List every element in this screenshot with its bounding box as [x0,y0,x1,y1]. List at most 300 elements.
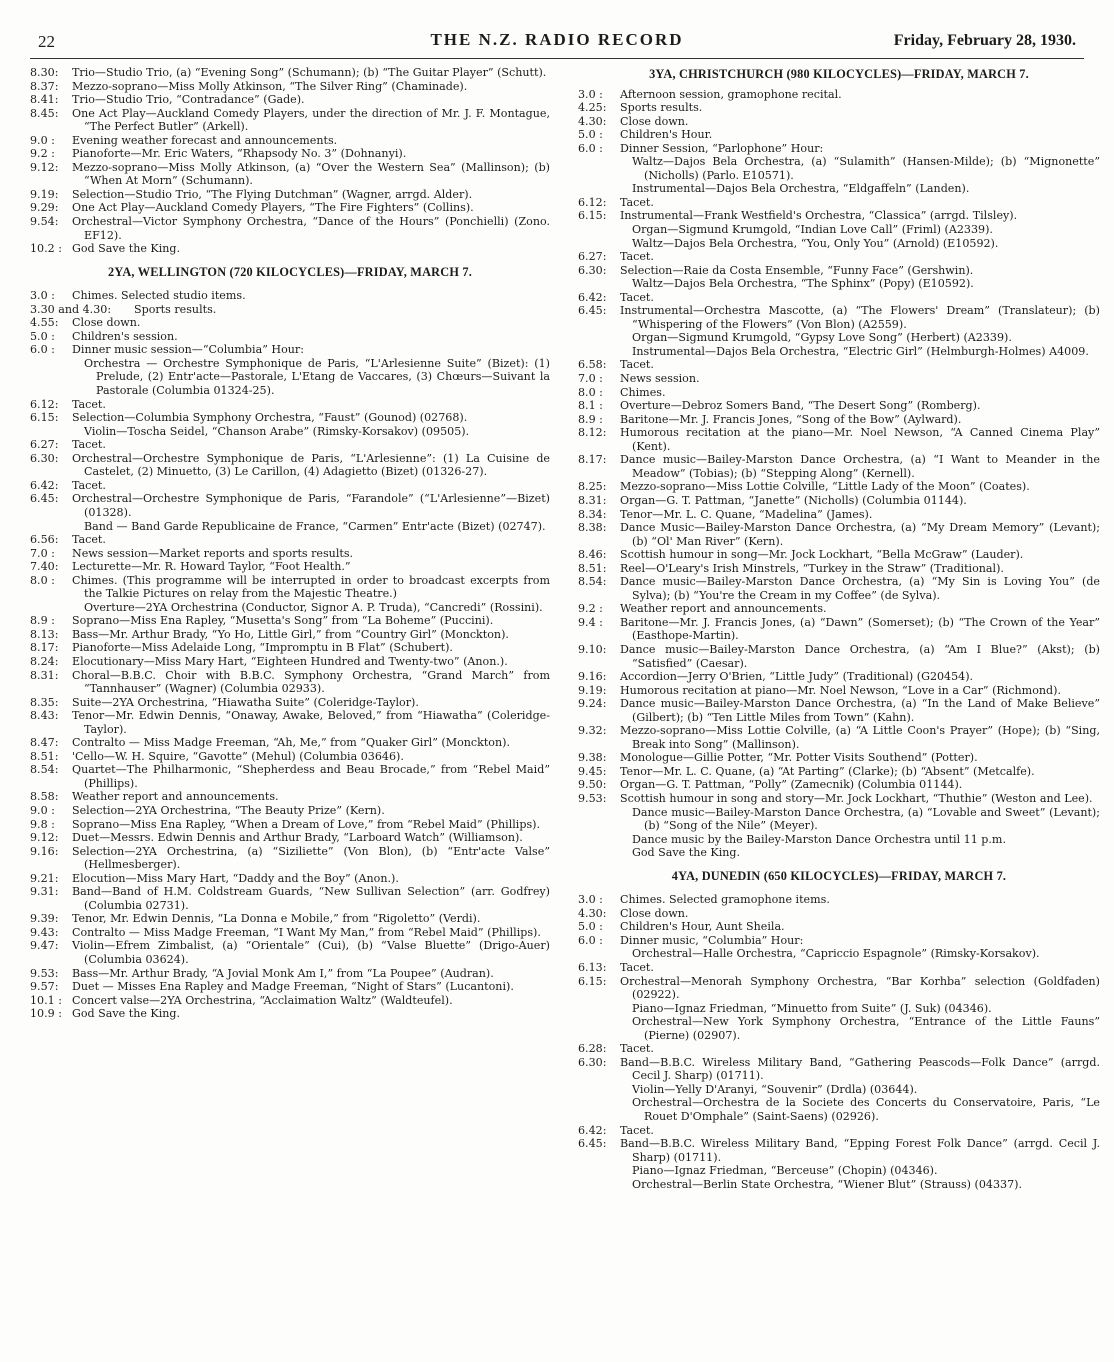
programme-text: Choral—B.B.C. Choir with B.B.C. Symphony Orchestra, “Grand March” from “Tannhauser” (Wagner) (Columbia 02933). [72,668,550,696]
programme-text: One Act Play—Auckland Comedy Players, “The Fire Fighters” (Collins). [72,201,474,215]
entry-time: 9.2 : [578,602,603,616]
entry-time: 9.10: [578,642,607,656]
entry-time: 4.30: [578,114,607,128]
entry-time: 8.54: [578,575,607,589]
entry-time: 4.25: [578,101,607,115]
programme-text: Organ—Sigmund Krumgold, “Gypsy Love Song” (Herbert) (A2339). [632,331,1012,345]
programme-sub-item [578,1096,1100,1123]
programme-entry [30,885,550,912]
programme-entry [578,697,1100,724]
programme-entry [30,316,550,330]
programme-sub-item [578,182,1100,196]
entry-time: 8.54: [30,763,59,777]
programme-text: Monologue—Gillie Potter, “Mr. Potter Visits Southend” (Potter). [620,751,978,765]
programme-text: Piano—Ignaz Friedman, “Berceuse” (Chopin) (04346). [632,1164,938,1178]
entry-time: 4.55: [30,316,59,330]
entry-time: 6.28: [578,1042,607,1056]
programme-entry [30,994,550,1008]
entry-time: 6.0 : [578,141,603,155]
programme-entry [30,343,550,357]
programme-text: Pianoforte—Miss Adelaide Long, “Impromptu in B Flat” (Schubert). [72,641,453,655]
entry-time: 8.24: [30,654,59,668]
station-heading-2ya: 2YA, WELLINGTON (720 KILOCYCLES)—FRIDAY, MARCH 7. [108,264,472,279]
programme-text: Children's session. [72,329,178,343]
programme-text: Chimes. [620,385,666,399]
programme-sub-item [578,345,1100,359]
entry-time: 6.15: [578,209,607,223]
programme-text: Violin—Toscha Seidel, “Chanson Arabe” (Rimsky-Korsakov) (09505). [84,424,470,438]
programme-entry [578,616,1100,643]
programme-entry [30,398,550,412]
programme-text: Bass—Mr. Arthur Brady, “Yo Ho, Little Girl,” from “Country Girl” (Monckton). [72,627,509,641]
programme-entry [30,452,550,479]
programme-text: Dinner music, “Columbia” Hour: [620,933,804,947]
programme-text: Tacet. [620,961,654,974]
programme-text: God Save the King. [72,1007,181,1021]
programme-entry [578,907,1100,921]
programme-text: Tenor—Mr. Edwin Dennis, “Onaway, Awake, Beloved,” from “Hiawatha” (Coleridge-Taylor). [72,709,550,736]
programme-entry [30,845,550,872]
entry-time: 9.47: [30,939,59,953]
entry-time: 9.39: [30,912,59,926]
programme-text: Reel—O'Leary's Irish Minstrels, “Turkey in the Straw” (Traditional). [620,561,1004,575]
programme-text: Suite—2YA Orchestrina, “Hiawatha Suite” (Coleridge-Taylor). [72,695,419,709]
entry-time: 6.45: [578,304,607,318]
programme-entry [578,684,1100,698]
programme-sub-item [30,520,550,534]
programme-text: Close down. [72,316,141,330]
programme-sub-item [30,425,550,439]
programme-text: Mezzo-soprano—Miss Lottie Colville, (a) “A Little Coon's Prayer” (Hope); (b) “Sing, Break into Song” (Mallinson). [620,724,1100,751]
programme-entry [30,669,550,696]
programme-text: Close down. [620,114,689,128]
programme-entry [578,88,1100,102]
entry-time: 6.0 : [30,343,55,357]
programme-entry [30,696,550,710]
programme-text: Waltz—Dajos Bela Orchestra, “The Sphinx” (Popy) (E10592). [632,277,974,291]
auckland-continued-list [30,66,550,256]
programme-entry [30,188,550,202]
programme-entry [578,724,1100,751]
programme-text: Orchestral—Orchestre Symphonique de Paris, “L'Arlesienne”: (1) La Cuisine de Castelet, (2) Minuetto, (3) Le Carillon, (4) Adagietto (Bizet) (01326-27). [72,451,550,479]
programme-entry [578,209,1100,223]
entry-time: 8.43: [30,709,59,723]
entry-time: 8.13: [30,627,59,641]
entry-time: 8.45: [30,106,59,120]
programme-text: Dinner Session, “Parlophone” Hour: [620,141,824,155]
programme-entry [30,912,550,926]
programme-entry [578,751,1100,765]
programme-entry [578,1124,1100,1138]
programme-text: Lecturette—Mr. R. Howard Taylor, “Foot Health.” [72,560,351,574]
entry-time: 3.0 : [30,289,55,303]
entry-time: 9.16: [578,670,607,684]
programme-text: Orchestral—Orchestra de la Societe des Concerts du Conservatoire, Paris, “Le Rouet D'Omphale” (Saint-Saens) (02926). [632,1096,1100,1124]
programme-text: Scottish humour in song—Mr. Jock Lockhart, “Bella McGraw” (Lauder). [620,548,1024,562]
programme-entry [30,926,550,940]
programme-entry [30,134,550,148]
programme-text: Dance music—Bailey-Marston Dance Orchestra, (a) “My Sin is Loving You” (de Sylva); (b) “You're the Cream in my Coffee” (de Sylva). [620,575,1100,602]
entry-time: 6.13: [578,961,607,974]
entry-time: 8.9 : [578,412,603,426]
programme-text: Mezzo-soprano—Miss Molly Atkinson, (a) “Over the Western Sea” (Mallinson); (b) “When At Morn” (Schumann). [72,160,550,188]
entry-time: 8.1 : [578,399,603,413]
entry-time: 9.0 : [30,803,55,817]
entry-time: 10.1 : [30,993,62,1007]
programme-text: Dance music—Bailey-Marston Dance Orchestra, (a) “In the Land of Make Believe” (Gilbert); (b) “Ten Little Miles from Town” (Kahn). [620,697,1100,724]
programme-text: Dance Music—Bailey-Marston Dance Orchestra, (a) “My Dream Memory” (Levant); (b) “Ol' Man River” (Kern). [620,521,1100,548]
programme-text: Waltz—Dajos Bela Orchestra, (a) “Sulamith” (Hansen-Milde); (b) “Mignonette” (Nicholls) (Parlo. E10571). [632,155,1100,182]
entry-time: 9.31: [30,885,59,899]
programme-entry [578,128,1100,142]
programme-sub-item [578,223,1100,237]
programme-text: News session—Market reports and sports results. [72,546,354,560]
entry-time: 9.8 : [30,817,55,831]
programme-text: Contralto — Miss Madge Freeman, “Ah, Me,” from “Quaker Girl” (Monckton). [72,736,510,750]
programme-entry [30,709,550,736]
programme-entry [578,508,1100,522]
programme-entry [30,330,550,344]
entry-time: 7.0 : [578,372,603,386]
programme-entry [30,303,550,317]
entry-time: 8.47: [30,736,59,750]
programme-entry [30,479,550,493]
programme-entry [578,291,1100,305]
programme-sub-item [578,947,1100,961]
entry-time: 9.21: [30,871,59,885]
entry-time: 6.27: [578,250,607,264]
programme-text: Sports results. [620,101,703,115]
programme-entry [30,201,550,215]
programme-entry [578,975,1100,1002]
programme-text: Elocution—Miss Mary Hart, “Daddy and the Boy” (Anon.). [72,871,399,885]
programme-text: Baritone—Mr. J. Francis Jones, “Song of the Bow” (Aylward). [620,412,962,426]
programme-text: Orchestral—Victor Symphony Orchestra, “Dance of the Hours” (Ponchielli) (Zono. EF12). [72,215,550,242]
programme-entry [578,548,1100,562]
programme-text: Dance music—Bailey-Marston Dance Orchestra, (a) “Am I Blue?” (Akst); (b) “Satisfied” (Caesar). [620,642,1100,670]
programme-entry [30,763,550,790]
programme-entry [30,80,550,94]
entry-time: 6.42: [578,1123,607,1137]
entry-time: 9.53: [30,966,59,980]
programme-entry [30,289,550,303]
entry-time: 6.30: [578,1055,607,1069]
entry-time: 3.30 and 4.30: [30,302,112,316]
entry-time: 9.53: [578,791,607,805]
left-column [30,66,550,1021]
programme-text: Tacet. [620,290,654,304]
entry-time: 8.17: [578,453,607,467]
programme-entry [578,480,1100,494]
entry-time: 8.37: [30,79,59,93]
programme-entry [578,521,1100,548]
entry-time: 8.0 : [30,573,55,587]
programme-text: Selection—Columbia Symphony Orchestra, “Faust” (Gounod) (02768). [72,411,468,425]
programme-entry [30,614,550,628]
programme-text: Children's Hour, Aunt Sheila. [620,920,785,934]
programme-text: Violin—Efrem Zimbalist, (a) “Orientale” (Cui), (b) “Valse Bluette” (Drigo-Auer) (Columbia 03624). [72,939,550,966]
entry-time: 9.19: [578,683,607,697]
programme-text: Chimes. (This programme will be interrupted in order to broadcast excerpts from the Talkie Pictures on relay from the Majestic Theatre.) [72,573,550,601]
programme-entry [30,93,550,107]
programme-entry [30,641,550,655]
page-number: 22 [38,32,55,51]
programme-text: Waltz—Dajos Bela Orchestra, “You, Only You” (Arnold) (E10592). [632,236,999,250]
programme-entry [578,358,1100,372]
entry-time: 8.12: [578,426,607,440]
programme-entry [30,939,550,966]
programme-entry [30,560,550,574]
programme-entry [30,147,550,161]
programme-sub-item [578,1178,1100,1192]
entry-time: 8.17: [30,641,59,655]
programme-text: Afternoon session, gramophone recital. [620,87,842,101]
programme-text: Soprano—Miss Ena Rapley, “Musetta's Song” from “La Boheme” (Puccini). [72,614,494,628]
entry-time: 8.9 : [30,614,55,628]
entry-time: 9.32: [578,724,607,738]
programme-text: God Save the King. [72,242,181,256]
entry-time: 6.12: [30,397,59,411]
programme-text: Bass—Mr. Arthur Brady, “A Jovial Monk Am I,” from “La Poupee” (Audran). [72,966,494,980]
programme-entry [578,304,1100,331]
entry-time: 9.19: [30,187,59,201]
entry-time: 8.51: [30,749,59,763]
programme-text: News session. [620,372,700,386]
programme-text: Humorous recitation at the piano—Mr. Noel Newson, “A Canned Cinema Play” (Kent). [620,426,1100,453]
programme-text: Weather report and announcements. [620,602,827,616]
programme-entry [578,1042,1100,1056]
programme-text: Band — Band Garde Republicaine de France, “Carmen” Entr'acte (Bizet) (02747). [84,519,546,533]
programme-sub-item [578,1015,1100,1042]
programme-text: Close down. [620,906,689,920]
entry-time: 8.51: [578,561,607,575]
programme-entry [30,628,550,642]
programme-entry [30,967,550,981]
programme-text: God Save the King. [632,846,741,860]
programme-text: Selection—2YA Orchestrina, “The Beauty Prize” (Kern). [72,803,385,817]
programme-text: Mezzo-soprano—Miss Molly Atkinson, “The Silver Ring” (Chaminade). [72,79,468,93]
programme-sub-item [578,331,1100,345]
programme-text: Tacet. [620,1042,654,1056]
programme-entry [30,831,550,845]
programme-entry [30,547,550,561]
dunedin-programme-list [578,893,1100,1191]
programme-sub-item [578,277,1100,291]
programme-sub-item [578,833,1100,847]
entry-time: 9.4 : [578,615,603,629]
entry-time: 6.0 : [578,933,603,947]
programme-text: Humorous recitation at piano—Mr. Noel Newson, “Love in a Car” (Richmond). [620,683,1061,697]
entry-time: 6.58: [578,358,607,372]
programme-text: Orchestral—New York Symphony Orchestra, “Entrance of the Little Fauns” (Pierne) (02907). [632,1015,1100,1042]
programme-text: Band—B.B.C. Wireless Military Band, “Gathering Peascods—Folk Dance” (arrgd. Cecil J. Sharp) (01711). [620,1055,1100,1083]
programme-sub-item [578,806,1100,833]
programme-entry [578,765,1100,779]
programme-sub-item [578,1002,1100,1016]
entry-time: 6.56: [30,533,59,547]
programme-sub-item [578,237,1100,251]
programme-entry [578,386,1100,400]
programme-text: Trio—Studio Trio, (a) “Evening Song” (Schumann); (b) “The Guitar Player” (Schutt). [72,66,547,79]
programme-entry [30,736,550,750]
entry-time: 9.12: [30,160,59,174]
entry-time: 9.50: [578,778,607,792]
programme-text: Soprano—Miss Ena Rapley, “When a Dream of Love,” from “Rebel Maid” (Phillips). [72,817,541,831]
programme-text: Duet — Misses Ena Rapley and Madge Freeman, “Night of Stars” (Lucantoni). [72,980,514,994]
programme-text: Orchestral—Menorah Symphony Orchestra, “Bar Korhba” selection (Goldfaden) (02922). [620,974,1100,1002]
programme-entry [578,602,1100,616]
entry-time: 6.45: [578,1137,607,1151]
programme-entry [30,790,550,804]
programme-entry [578,372,1100,386]
entry-time: 6.15: [30,411,59,425]
programme-entry [578,494,1100,508]
programme-text: Duet—Messrs. Edwin Dennis and Arthur Brady, “Larboard Watch” (Williamson). [72,831,523,845]
entry-time: 6.45: [30,492,59,506]
entry-time: 8.30: [30,66,59,79]
programme-entry [578,453,1100,480]
issue-date: Friday, February 28, 1930. [893,32,1076,49]
programme-text: Dance music—Bailey-Marston Dance Orchestra, (a) “Lovable and Sweet” (Levant); (b) “Song of the Nile” (Meyer). [632,805,1100,833]
entry-time: 6.42: [30,478,59,492]
programme-entry [578,961,1100,975]
entry-time: 6.30: [578,263,607,277]
page-header [38,30,1076,56]
programme-text: Orchestra — Orchestre Symphonique de Paris, “L'Arlesienne Suite” (Bizet): (1) Prelude, (2) Entr'acte—Pastorale, L'Etang de Vaccares, (3) Chœurs—Suivant la Pastorale (Columbia 01324-25). [84,356,550,398]
programme-entry [578,1056,1100,1083]
programme-text: Pianoforte—Mr. Eric Waters, “Rhapsody No. 3” (Dohnanyi). [72,147,407,161]
programme-text: One Act Play—Auckland Comedy Players, under the direction of Mr. J. F. Montague, “The Perfect Butler” (Arkell). [72,106,550,134]
programme-text: Elocutionary—Miss Mary Hart, “Eighteen Hundred and Twenty-two” (Anon.). [72,654,508,668]
programme-entry [30,161,550,188]
programme-text: Tacet. [620,195,654,209]
programme-text: Organ—Sigmund Krumgold, “Indian Love Call” (Friml) (A2339). [632,223,993,237]
station-heading-4ya: 4YA, DUNEDIN (650 KILOCYCLES)—FRIDAY, MARCH 7. [671,868,1007,883]
entry-time: 9.57: [30,980,59,994]
programme-sub-item [30,601,550,615]
programme-entry [578,250,1100,264]
entry-time: 6.15: [578,974,607,988]
programme-text: Instrumental—Dajos Bela Orchestra, “Electric Girl” (Helmburgh-Holmes) A4009. [632,344,1089,358]
programme-entry [578,101,1100,115]
programme-entry [30,818,550,832]
programme-text: Tacet. [620,250,654,264]
programme-entry [30,438,550,452]
programme-sub-item [578,846,1100,860]
entry-time: 6.12: [578,195,607,209]
programme-text: Dinner music session—“Columbia” Hour: [72,343,304,357]
entry-time: 9.43: [30,925,59,939]
entry-time: 5.0 : [578,920,603,934]
programme-text: Orchestral—Orchestre Symphonique de Paris, “Farandole” (“L'Arlesienne”—Bizet) (01328). [72,492,550,519]
entry-time: 10.2 : [30,242,62,256]
entry-time: 10.9 : [30,1007,62,1021]
entry-time: 8.35: [30,695,59,709]
programme-entry [30,804,550,818]
programme-text: 'Cello—W. H. Squire, “Gavotte” (Mehul) (Columbia 03646). [72,749,404,763]
programme-entry [30,980,550,994]
programme-entry [578,264,1100,278]
programme-text: Dance music by the Bailey-Marston Dance Orchestra until 11 p.m. [632,832,1006,846]
programme-text: Tacet. [72,438,106,452]
programme-entry [30,1007,550,1021]
programme-entry [30,242,550,256]
entry-time: 9.24: [578,697,607,711]
programme-entry [578,1137,1100,1164]
programme-text: Piano—Ignaz Friedman, “Minuetto from Suite” (J. Suk) (04346). [632,1001,992,1015]
entry-time: 3.0 : [578,893,603,907]
programme-entry [578,562,1100,576]
station-heading-3ya: 3YA, CHRISTCHURCH (980 KILOCYCLES)—FRIDAY, MARCH 7. [649,67,1029,81]
entry-time: 9.54: [30,215,59,229]
publication-title: THE N.Z. RADIO RECORD [430,30,684,49]
right-column [578,66,1100,1191]
entry-time: 9.16: [30,844,59,858]
programme-text: Chimes. Selected studio items. [72,289,246,303]
programme-entry [30,107,550,134]
programme-text: Instrumental—Dajos Bela Orchestra, “Eldgaffeln” (Landen). [632,182,970,196]
entry-time: 9.29: [30,201,59,215]
entry-time: 8.31: [578,493,607,507]
programme-entry [30,66,550,80]
header-rule [30,58,1084,59]
programme-entry [578,575,1100,602]
programme-text: Orchestral—Berlin State Orchestra, “Wiener Blut” (Strauss) (04337). [632,1177,1022,1191]
programme-entry [578,893,1100,907]
programme-entry [578,115,1100,129]
entry-time: 9.2 : [30,147,55,161]
programme-text: Band—B.B.C. Wireless Military Band, “Epping Forest Folk Dance” (arrgd. Cecil J. Sharp) (01711). [620,1137,1100,1164]
programme-text: Tacet. [72,533,106,547]
programme-text: Trio—Studio Trio, “Contradance” (Gade). [72,93,305,107]
programme-text: Tacet. [620,1123,654,1137]
entry-time: 8.34: [578,507,607,521]
entry-time: 9.0 : [30,133,55,147]
programme-entry [30,215,550,242]
programme-entry [30,872,550,886]
programme-entry [578,643,1100,670]
programme-entry [30,750,550,764]
programme-sub-item [578,1083,1100,1097]
entry-time: 8.31: [30,668,59,682]
programme-text: Band—Band of H.M. Coldstream Guards, “New Sullivan Selection” (arr. Godfrey) (Columbia 02731). [72,885,550,912]
programme-text: Selection—2YA Orchestrina, (a) “Siziliette” (Von Blon), (b) “Entr'acte Valse” (Hellmesberger). [72,844,550,872]
entry-time: 9.38: [578,751,607,765]
programme-text: Mezzo-soprano—Miss Lottie Colville, “Little Lady of the Moon” (Coates). [620,480,1030,494]
programme-sub-item [578,1164,1100,1178]
programme-text: Sports results. [134,302,217,316]
entry-time: 6.30: [30,451,59,465]
programme-text: Accordion—Jerry O'Brien, “Little Judy” (Traditional) (G20454). [620,670,974,684]
entry-time: 7.0 : [30,546,55,560]
programme-text: Overture—Debroz Somers Band, “The Desert Song” (Romberg). [620,399,981,413]
entry-time: 9.45: [578,764,607,778]
programme-entry [30,492,550,519]
entry-time: 8.0 : [578,385,603,399]
programme-text: Tacet. [620,358,654,372]
programme-text: Tenor—Mr. L. C. Quane, (a) “At Parting” (Clarke); (b) “Absent” (Metcalfe). [620,764,1035,778]
programme-entry [578,778,1100,792]
entry-time: 7.40: [30,560,59,574]
entry-time: 8.46: [578,548,607,562]
programme-text: Dance music—Bailey-Marston Dance Orchestra, (a) “I Want to Meander in the Meadow” (Tobias); (b) “Stepping Along” (Kernell). [620,453,1100,480]
programme-entry [578,920,1100,934]
programme-text: Overture—2YA Orchestrina (Conductor, Signor A. P. Truda), “Cancredi” (Rossini). [84,600,543,614]
programme-text: Instrumental—Orchestra Mascotte, (a) “The Flowers' Dream” (Translateur); (b) “Whispering of the Flowers” (Von Blon) (A2559). [620,304,1100,331]
entry-time: 4.30: [578,906,607,920]
entry-time: 6.42: [578,290,607,304]
programme-entry [30,411,550,425]
